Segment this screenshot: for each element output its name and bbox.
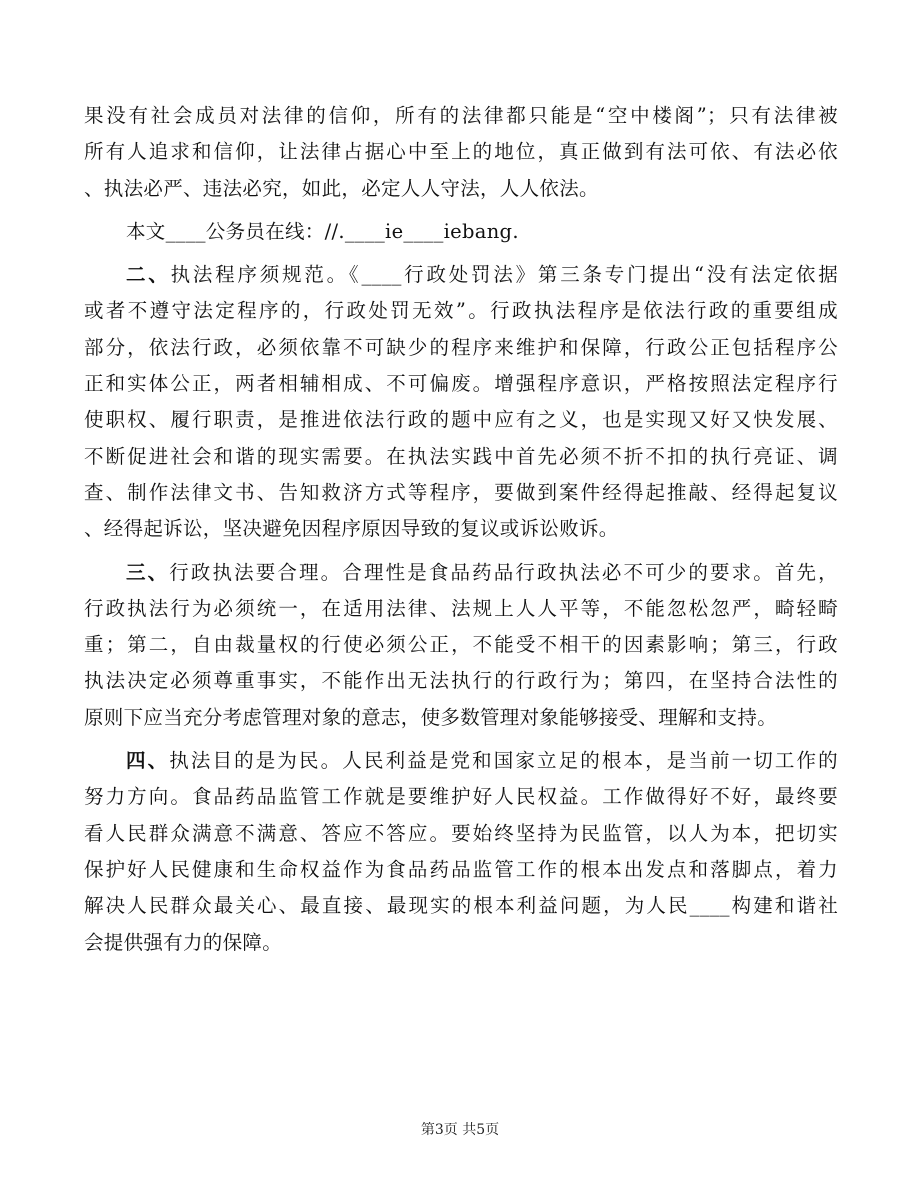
- text-line: 、执法必严、违法必究，如此，必定人人守法，人人依法。: [84, 176, 599, 200]
- text-line: [84, 743, 838, 779]
- paragraph-source-note: [84, 214, 838, 250]
- text-line: 本文____公务员在线：//.____ie____iebang.: [126, 219, 519, 243]
- text-line: 看人民群众满意不满意、答应不答应。要始终坚持为民监管，以人为本，把切实: [84, 821, 838, 845]
- text-line: 原则下应当充分考虑管理对象的意志，使多数管理对象能够接受、理解和支持。: [84, 705, 778, 729]
- paragraph-section-three: [84, 555, 838, 736]
- paragraph-section-two: [84, 257, 838, 547]
- text-line: 查、制作法律文书、告知救济方式等程序，要做到案件经得起推敲、经得起复议: [84, 480, 838, 504]
- text-run: 行政执法要合理。合理性是食品药品行政执法必不可少的要求。首先，: [169, 560, 838, 584]
- text-line: [84, 555, 838, 591]
- text-run: 执法程序须规范。《____行政处罚法》第三条专门提出“没有法定依据: [170, 263, 838, 287]
- text-line: 所有人追求和信仰，让法律占据心中至上的地位，真正做到有法可依、有法必依: [84, 140, 838, 164]
- text-line: 重；第二，自由裁量权的行使必须公正，不能受不相干的因素影响；第三，行政: [84, 633, 838, 657]
- section-heading: 四、: [126, 749, 170, 773]
- text-line: 、经得起诉讼，坚决避免因程序原因导致的复议或诉讼败诉。: [84, 517, 619, 541]
- document-body: [84, 98, 838, 961]
- text-line: 不断促进社会和谐的现实需要。在执法实践中首先必须不折不扣的执行亮证、调: [84, 444, 838, 468]
- section-heading: 三、: [126, 560, 170, 584]
- text-line: 或者不遵守法定程序的，行政处罚无效”。行政执法程序是依法行政的重要组成: [84, 299, 838, 323]
- text-line: 执法决定必须尊重事实，不能作出无法执行的行政行为；第四，在坚持合法性的: [84, 669, 838, 693]
- text-line: [84, 257, 838, 293]
- text-line: 解决人民群众最关心、最直接、最现实的根本利益问题，为人民____构建和谐社: [84, 894, 838, 918]
- page-number-footer: 第3页 共5页: [420, 1122, 500, 1138]
- paragraph-continuation: [84, 98, 838, 207]
- text-line: 行政执法行为必须统一，在适用法律、法规上人人平等，不能忽松忽严，畸轻畸: [84, 596, 838, 620]
- text-line: 保护好人民健康和生命权益作为食品药品监管工作的根本出发点和落脚点，着力: [84, 857, 838, 881]
- section-heading: 二、: [126, 263, 171, 287]
- text-line: 会提供强有力的保障。: [84, 930, 283, 954]
- paragraph-section-four: [84, 743, 838, 961]
- text-line: 果没有社会成员对法律的信仰，所有的法律都只能是“空中楼阁”；只有法律被: [84, 104, 838, 127]
- text-line: 使职权、履行职责，是推进依法行政的题中应有之义，也是实现又好又快发展、: [84, 408, 838, 432]
- text-run: 执法目的是为民。人民利益是党和国家立足的根本，是当前一切工作的: [169, 749, 838, 773]
- text-line: 部分，依法行政，必须依靠不可缺少的程序来维护和保障，行政公正包括程序公: [84, 335, 838, 359]
- text-line: 正和实体公正，两者相辅相成、不可偏废。增强程序意识，严格按照法定程序行: [84, 372, 838, 396]
- text-line: 努力方向。食品药品监管工作就是要维护好人民权益。工作做得好不好，最终要: [84, 785, 838, 809]
